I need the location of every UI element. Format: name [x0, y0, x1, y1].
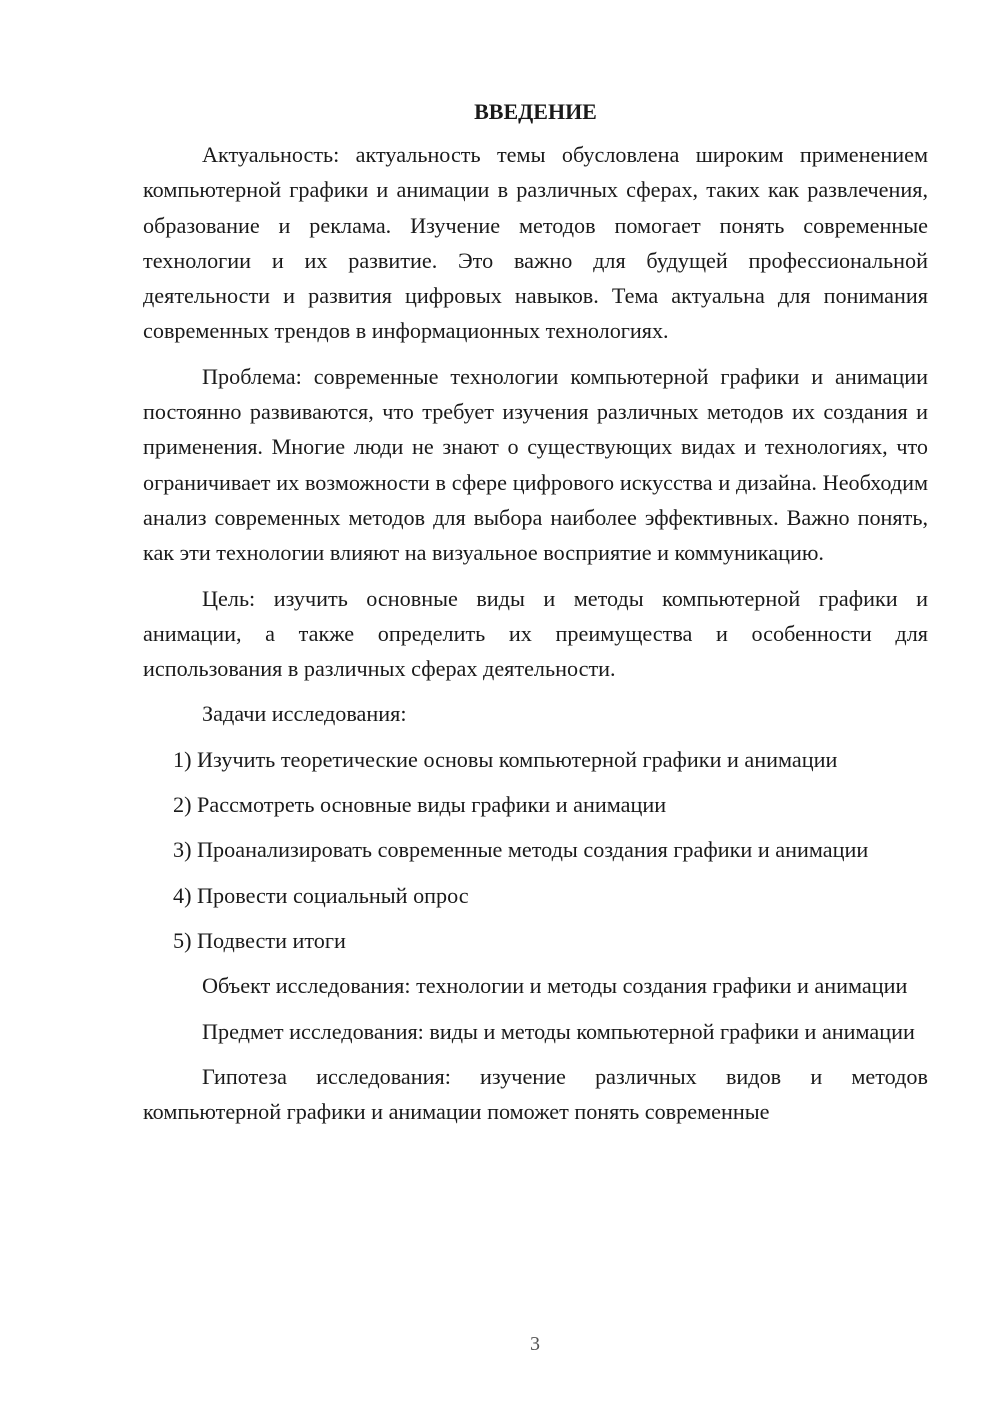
task-item: 2) Рассмотреть основные виды графики и анимации	[173, 792, 667, 818]
paragraph-hypothesis: Гипотеза исследования: изучение различных видов и методов компьютерной графики и анимации поможет понять современные	[143, 1063, 928, 1125]
page-heading: ВВЕДЕНИЕ	[474, 99, 597, 124]
paragraph-goal: Цель: изучить основные виды и методы компьютерной графики и анимации, а также определить их преимущества и особенности для использования в различных сферах деятельности.	[143, 585, 928, 682]
task-item: 5) Подвести итоги	[173, 927, 346, 953]
paragraph-object: Объект исследования: технологии и методы создания графики и анимации	[202, 973, 908, 999]
page-number: 3	[530, 1333, 540, 1355]
paragraph-problem: Проблема: современные технологии компьютерной графики и анимации постоянно развиваются, что требует изучения различных методов их создания и применения. Многие люди не знают о существующих видах и технологиях, что ограничивает их возможности в сфере цифрового искусства и дизайна. Необходим анализ современных методов для выбора наиболее эффективных. Важно понять, как эти технологии влияют на визуальное восприятие и коммуникацию.	[143, 363, 928, 566]
paragraph-subject: Предмет исследования: виды и методы компьютерной графики и анимации	[202, 1018, 915, 1044]
task-item: 3) Проанализировать современные методы создания графики и анимации	[173, 837, 869, 863]
task-item: 1) Изучить теоретические основы компьютерной графики и анимации	[173, 746, 838, 772]
paragraph-tasks-heading: Задачи исследования:	[202, 701, 407, 727]
task-item: 4) Провести социальный опрос	[173, 882, 469, 908]
page-content	[143, 95, 928, 1139]
paragraph-relevance: Актуальность: актуальность темы обусловлена широким применением компьютерной графики и анимации в различных сферах, таких как развлечения, образование и реклама. Изучение методов помогает понять современные технологии и их развитие. Это важно для будущей профессиональной деятельности и развития цифровых навыков. Тема актуальна для понимания современных трендов в информационных технологиях.	[143, 142, 928, 344]
